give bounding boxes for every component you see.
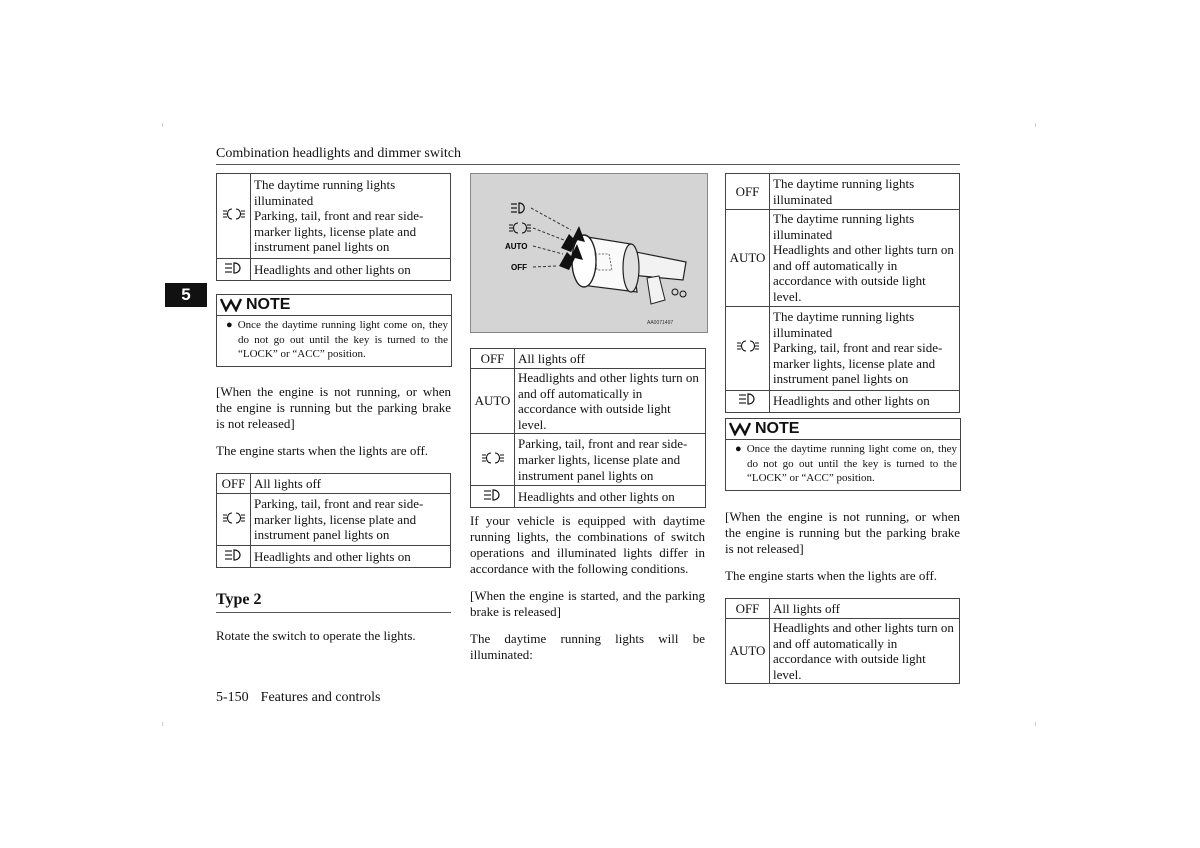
headlight-icon <box>471 486 515 508</box>
paragraph: The daytime running lights will be illuminated: <box>470 631 705 662</box>
table-row <box>217 494 451 546</box>
page-number: 5-150 <box>216 690 249 705</box>
chapter-tab: 5 <box>165 283 207 307</box>
table-row <box>471 349 706 369</box>
headlight-icon <box>511 203 524 213</box>
table-cell: Headlights and other lights turn on and off automatically in accordance with outside light level. <box>770 619 960 684</box>
table-row <box>726 174 960 210</box>
illustration-label-auto: AUTO <box>505 242 528 251</box>
page-header <box>216 146 960 165</box>
table-cell: Headlights and other lights on <box>251 259 451 281</box>
headlight-icon <box>726 390 770 412</box>
paragraph: [When the engine is not running, or when the engine is running but the parking brake is not released] <box>725 509 960 556</box>
section-heading: Type 2 <box>216 591 451 613</box>
headlight-icon <box>217 546 251 568</box>
note-icon <box>220 298 242 312</box>
lights-table-right-bottom <box>725 598 960 684</box>
table-row <box>726 599 960 619</box>
mode-cell: OFF <box>726 174 770 210</box>
mode-cell: AUTO <box>471 369 515 434</box>
page-title: Combination headlights and dimmer switch <box>216 146 461 161</box>
parking-lights-icon <box>509 223 531 233</box>
table-row <box>471 486 706 508</box>
table-row <box>726 390 960 412</box>
paragraph: The engine starts when the lights are off. <box>725 568 938 583</box>
note-heading: NOTE <box>217 295 451 316</box>
mode-cell: AUTO <box>726 619 770 684</box>
note-box <box>216 294 452 367</box>
note-icon <box>729 422 751 436</box>
mode-cell: OFF <box>471 349 515 369</box>
lights-table-right-top <box>725 173 960 413</box>
table-cell: The daytime running lights illuminated Parking, tail, front and rear side-marker lights, license plate and instrument panel lights on <box>251 174 451 259</box>
table-cell: All lights off <box>251 474 451 494</box>
mode-cell: AUTO <box>726 210 770 307</box>
note-box <box>725 418 961 491</box>
table-row <box>217 474 451 494</box>
table-row <box>726 619 960 684</box>
note-heading: NOTE <box>726 419 960 440</box>
table-row <box>217 546 451 568</box>
mode-cell: OFF <box>217 474 251 494</box>
paragraph: [When the engine is not running, or when the engine is running but the parking brake is not released] <box>216 384 451 431</box>
table-cell: All lights off <box>515 349 706 369</box>
stalk-drawing <box>572 235 686 304</box>
crop-mark <box>1035 123 1036 127</box>
table-row <box>726 306 960 390</box>
mode-cell: OFF <box>726 599 770 619</box>
lights-table-left-top <box>216 173 451 281</box>
lights-table-left-bottom <box>216 473 451 568</box>
table-cell: The daytime running lights illuminated Headlights and other lights turn on and off automatically in accordance with outside light level. <box>770 210 960 307</box>
paragraph: If your vehicle is equipped with daytime running lights, the combinations of switch operations and illuminated lights differ in accordance with the following conditions. <box>470 513 705 576</box>
table-row <box>471 369 706 434</box>
illustration-label-off: OFF <box>511 263 527 272</box>
table-row <box>217 174 451 259</box>
crop-mark <box>1035 722 1036 726</box>
fog-light-icon <box>672 289 686 297</box>
note-text: ● Once the daytime running light come on, they do not go out until the key is turned to the “LOCK” or “ACC” position. <box>735 443 957 484</box>
bullet-icon: ● <box>735 443 747 455</box>
parking-lights-icon <box>217 174 251 259</box>
table-cell: Parking, tail, front and rear side-marker lights, license plate and instrument panel lights on <box>251 494 451 546</box>
table-row <box>471 434 706 486</box>
bullet-icon: ● <box>226 319 238 331</box>
table-row <box>726 210 960 307</box>
table-cell: Headlights and other lights on <box>515 486 706 508</box>
paragraph: The engine starts when the lights are off. <box>216 443 429 458</box>
paragraph: [When the engine is started, and the parking brake is released] <box>470 588 705 619</box>
note-text: ● Once the daytime running light come on, they do not go out until the key is turned to the “LOCK” or “ACC” position. <box>226 319 448 360</box>
illustration-code: AA0071497 <box>647 320 674 326</box>
parking-lights-icon <box>471 434 515 486</box>
parking-lights-icon <box>217 494 251 546</box>
crop-mark <box>162 722 163 726</box>
lights-table-middle <box>470 348 706 508</box>
switch-illustration <box>470 173 708 333</box>
table-cell: Headlights and other lights on <box>251 546 451 568</box>
table-cell: The daytime running lights illuminated <box>770 174 960 210</box>
section-name: Features and controls <box>260 690 381 705</box>
table-cell: Parking, tail, front and rear side-marker lights, license plate and instrument panel lights on <box>515 434 706 486</box>
parking-lights-icon <box>726 306 770 390</box>
table-cell: Headlights and other lights on <box>770 390 960 412</box>
table-cell: All lights off <box>770 599 960 619</box>
table-row <box>217 259 451 281</box>
table-cell: Headlights and other lights turn on and off automatically in accordance with outside light level. <box>515 369 706 434</box>
headlight-icon <box>217 259 251 281</box>
crop-mark <box>162 123 163 127</box>
paragraph: Rotate the switch to operate the lights. <box>216 628 416 643</box>
table-cell: The daytime running lights illuminated Parking, tail, front and rear side-marker lights, license plate and instrument panel lights on <box>770 306 960 390</box>
page-footer <box>216 690 380 706</box>
